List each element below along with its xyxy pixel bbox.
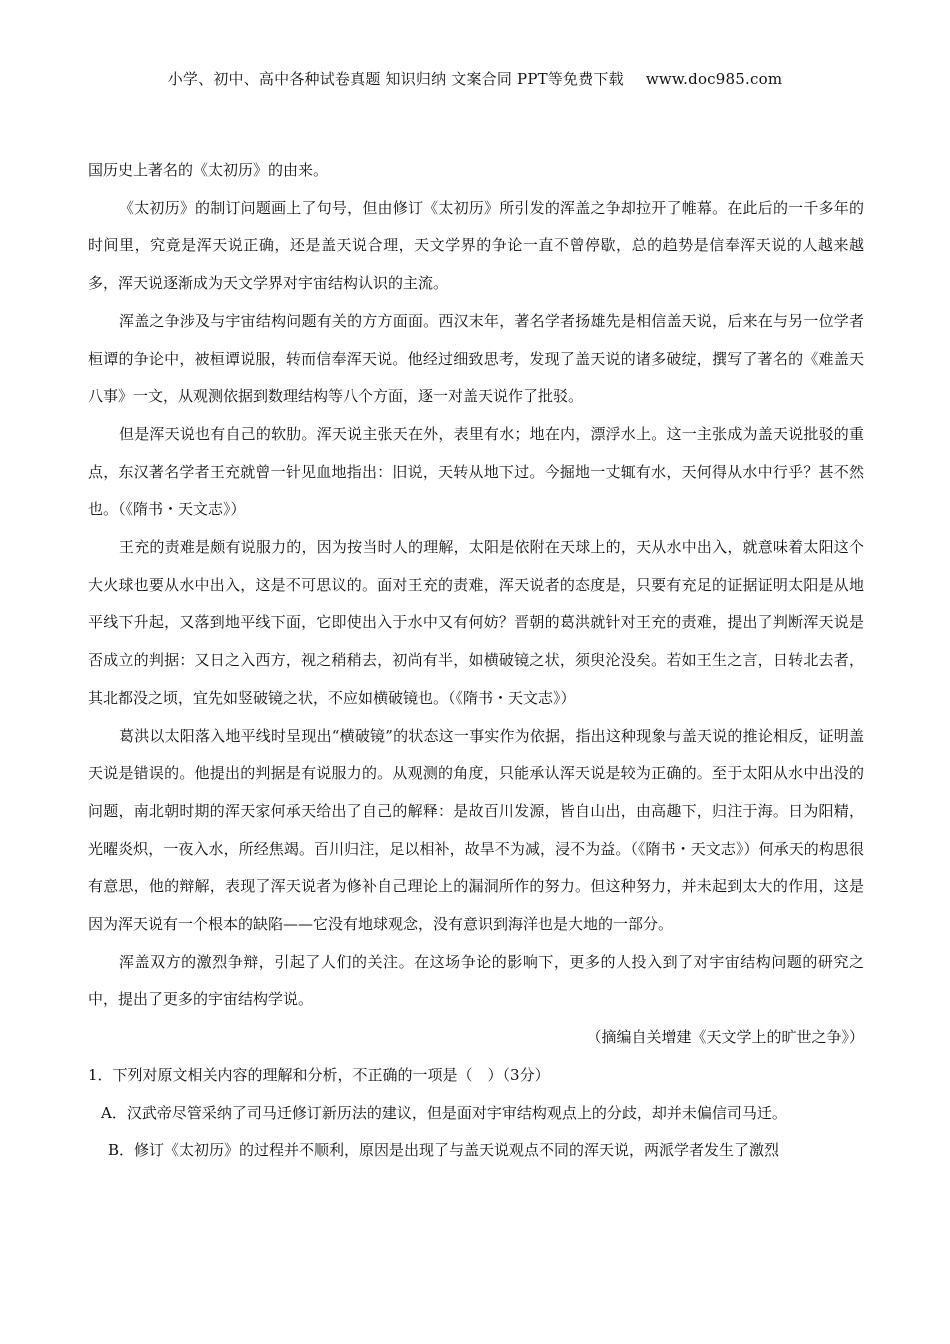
paragraph-7: 浑盖双方的激烈争辩，引起了人们的关注。在这场争论的影响下，更多的人投入到了对宇宙结构问题的研究之中，提出了更多的宇宙结构学说。 — [88, 952, 864, 1009]
header-site-url: www.doc985.com — [645, 70, 783, 88]
question-stem: 1．下列对原文相关内容的理解和分析，不正确的一项是（ ）（3分） — [88, 1065, 550, 1084]
paragraph-5: 王充的责难是颇有说服力的，因为按当时人的理解，太阳是依附在天球上的，天从水中出入，就意味着太阳这个大火球也要从水中出入，这是不可思议的。面对王充的责难，浑天说者的态度是，只要有充足的证据证明太阳是从地平线下升起，又落到地平线下面，它即使出入于水中又有何妨？晋朝的葛洪就针对王充的责难，提出了判断浑天说是否成立的判据：又日之入西方，视之稍稍去，初尚有半，如横破镜之状，须臾沦没矣。若如王生之言，日转北去者，其北都没之顷，宜先如竖破镜之状，不应如横破镜也。（《隋书・天文志》） — [88, 538, 864, 707]
paragraph-4: 但是浑天说也有自己的软肋。浑天说主张天在外，表里有水；地在内，漂浮水上。这一主张成为盖天说批驳的重点，东汉著名学者王充就曾一针见血地指出：旧说，天转从地下过。今掘地一丈辄有水，天何得从水中行乎？甚不然也。（《隋书・天文志》） — [88, 424, 864, 519]
paragraph-6: 葛洪以太阳落入地平线时呈现出“横破镜”的状态这一事实作为依据，指出这种现象与盖天说的推论相反，证明盖天说是错误的。他提出的判据是有说服力的。从观测的角度，只能承认浑天说是较为正确的。至于太阳从水中出没的问题，南北朝时期的浑天家何承天给出了自己的解释：是故百川发源，皆自山出，由高趣下，归注于海。日为阳精，光曜炎炽，一夜入水，所经焦竭。百川归注，足以相补，故旱不为减，浸不为益。（《隋书・天文志》）何承天的构思很有意思，他的辩解，表现了浑天说者为修补自己理论上的漏洞所作的努力。但这种努力，并未起到太大的作用，这是因为浑天说有一个根本的缺陷——它没有地球观念，没有意识到海洋也是大地的一部分。 — [88, 726, 864, 934]
paragraph-3: 浑盖之争涉及与宇宙结构问题有关的方方面面。西汉末年，著名学者扬雄先是相信盖天说，后来在与另一位学者桓谭的争论中，被桓谭说服，转而信奉浑天说。他经过细致思考，发现了盖天说的诸多破绽，撰写了著名的《难盖天八事》一文，从观测依据到数理结构等八个方面，逐一对盖天说作了批驳。 — [88, 311, 864, 406]
article-source: （摘编自关增建《天文学上的旷世之争》） — [586, 1028, 864, 1047]
paragraph-1: 国历史上著名的《太初历》的由来。 — [88, 161, 329, 179]
question-option-a: A．汉武帝尽管采纳了司马迁修订新历法的建议，但是面对宇审结构观点上的分歧，却并未偏信司马迁。 — [101, 1103, 787, 1122]
paragraph-2: 《太初历》的制订问题画上了句号，但由修订《太初历》所引发的浑盖之争却拉开了帷幕。在此后的一千多年的时间里，究竟是浑天说正确，还是盖天说合理，天文学界的争论一直不曾停歇，总的趋势是信奉浑天说的人越来越多，浑天说逐渐成为天文学界对宇宙结构认识的主流。 — [88, 198, 864, 293]
header-banner: 小学、初中、高中各种试卷真题 知识归纳 文案合同 PPT等免费下载 — [167, 70, 624, 88]
question-option-b: B．修订《太初历》的过程并不顺利，原因是出现了与盖天说观点不同的浑天说，两派学者发生了激烈 — [108, 1141, 780, 1160]
page-header — [0, 68, 950, 89]
article-body — [88, 152, 864, 1170]
